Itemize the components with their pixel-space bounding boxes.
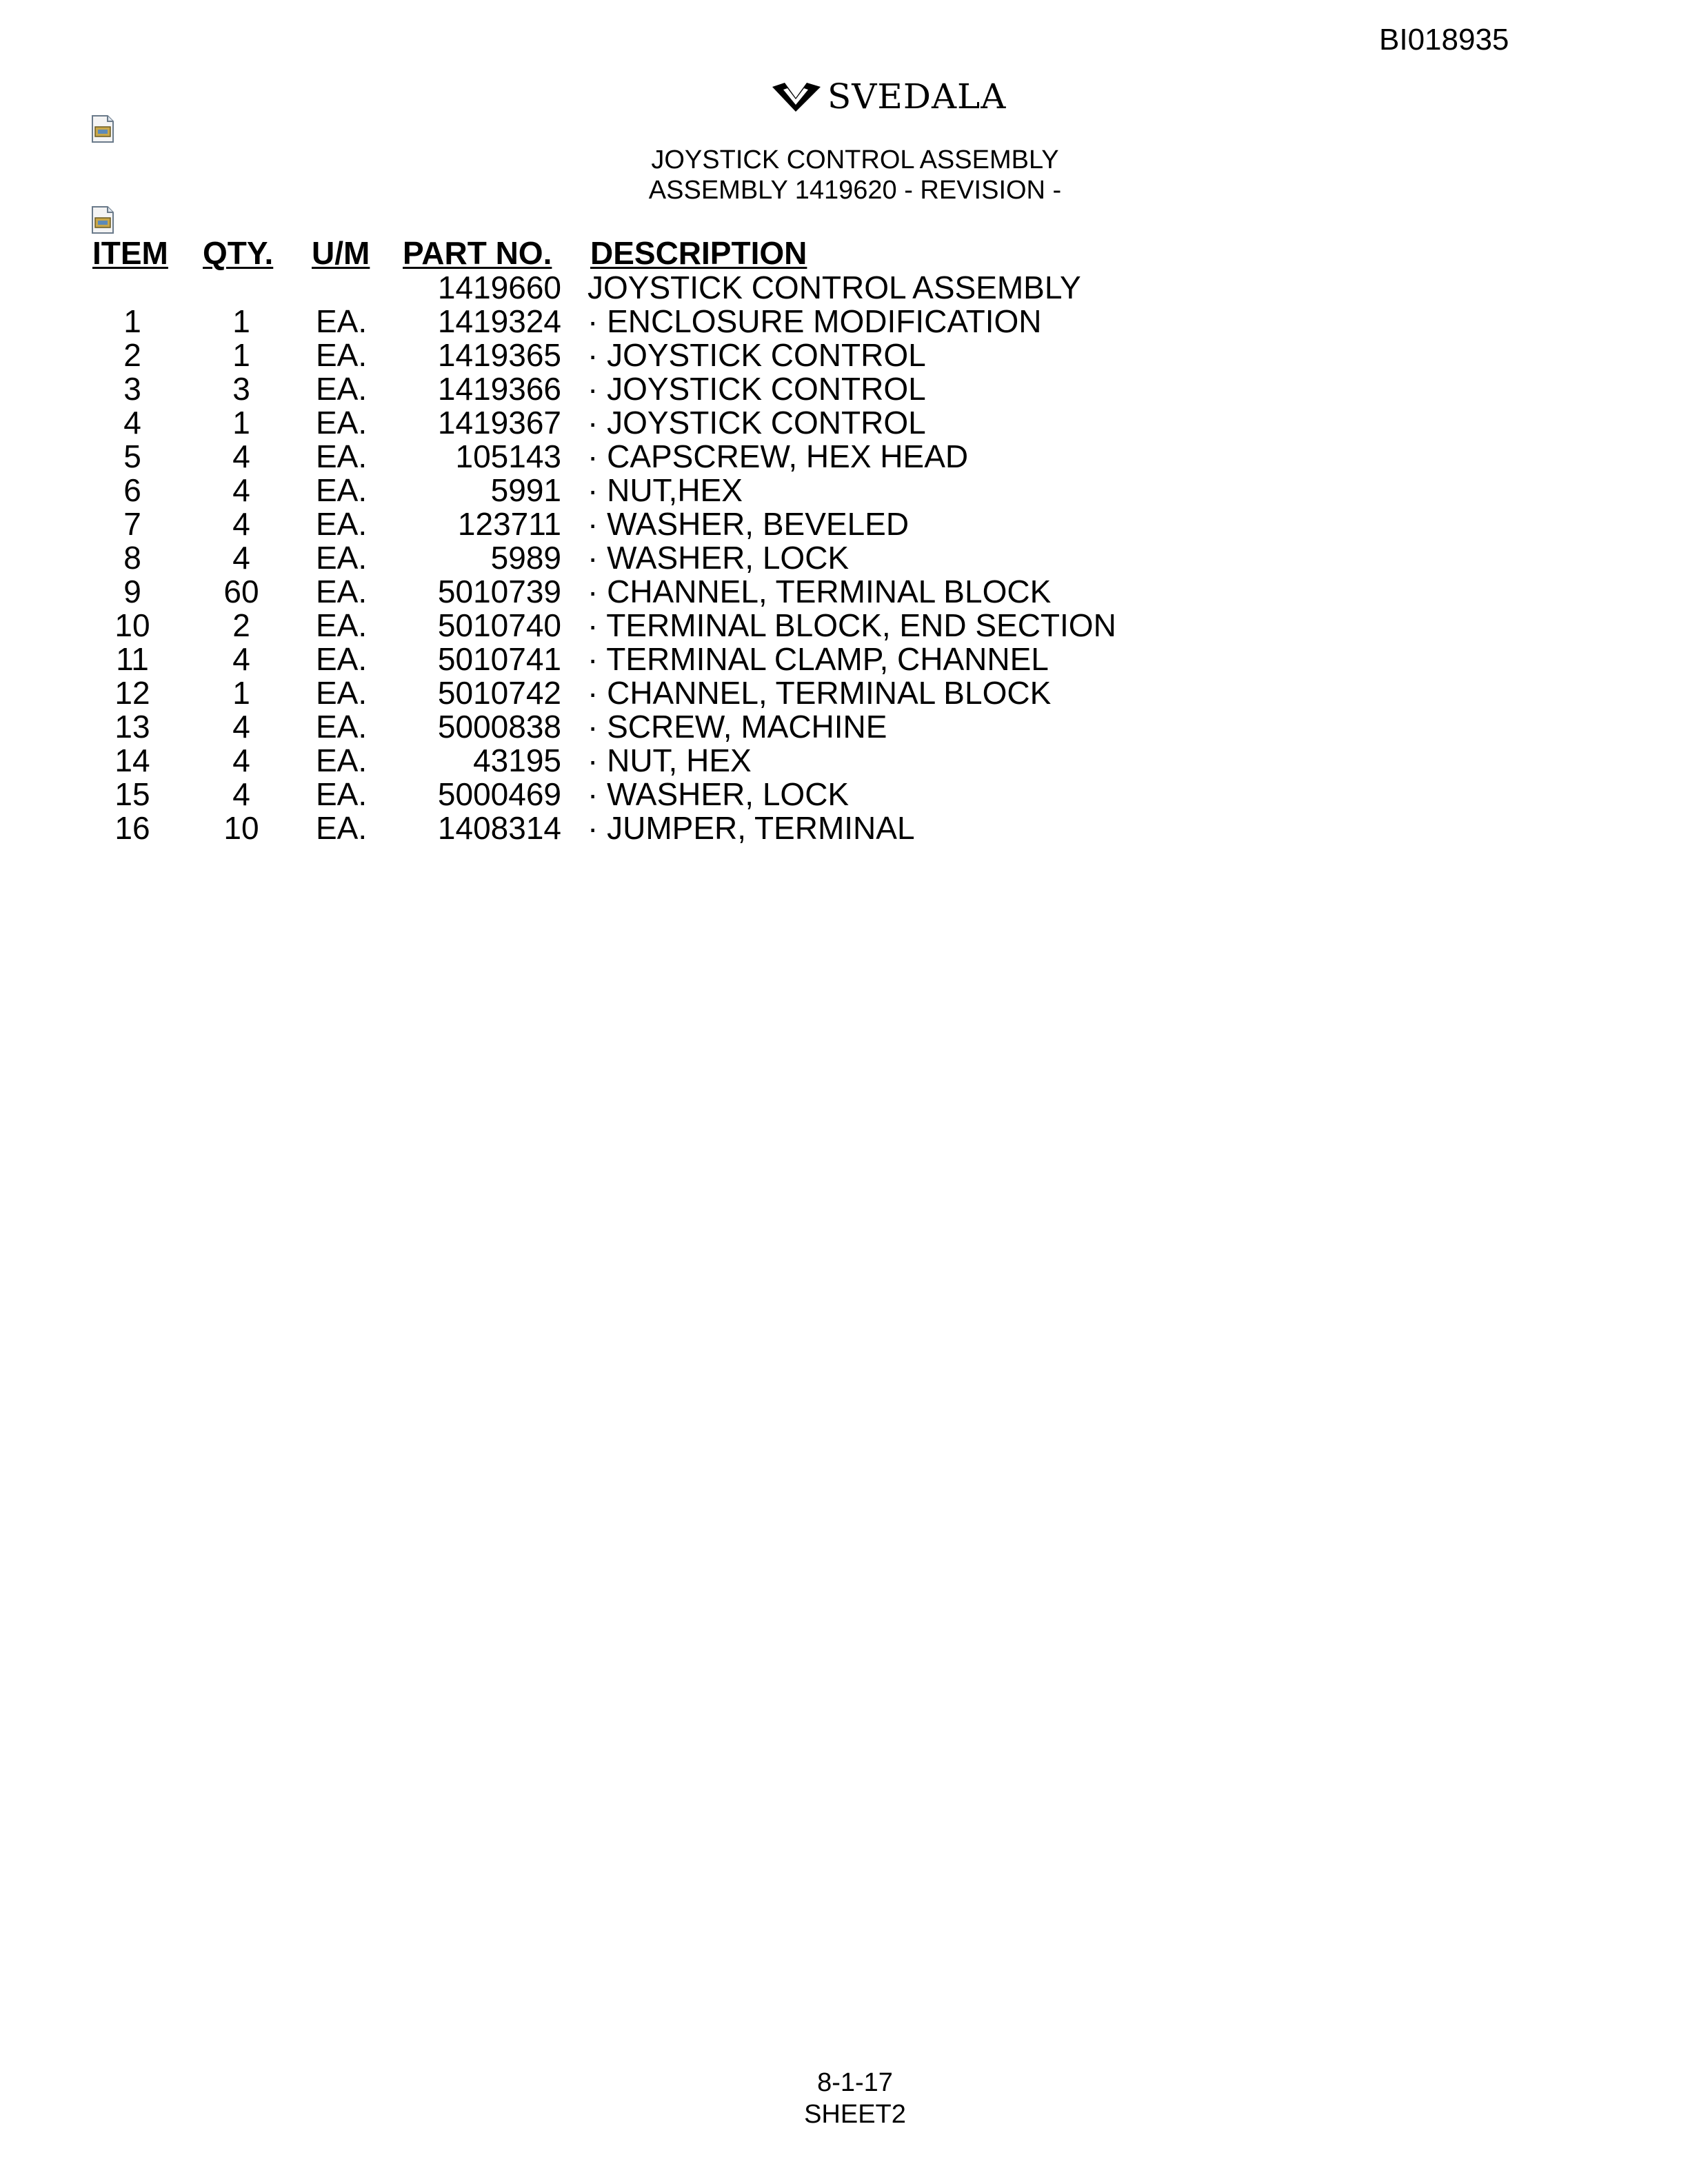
table-cell-description: · CAPSCREW, HEX HEAD xyxy=(587,438,969,474)
table-cell-um: EA. xyxy=(316,641,368,677)
header-item: ITEM xyxy=(92,235,168,271)
table-cell-part-no: 1408314 xyxy=(437,810,561,846)
table-cell-qty: 1 xyxy=(232,337,250,373)
table-cell-qty: 4 xyxy=(232,540,250,576)
table-cell-um: EA. xyxy=(316,472,368,508)
table-cell-item: 7 xyxy=(123,506,141,542)
table-cell-item: 16 xyxy=(114,810,150,846)
table-cell-description: · NUT,HEX xyxy=(587,472,743,508)
table-cell-item: 10 xyxy=(114,607,150,643)
table-cell-um: EA. xyxy=(316,742,368,778)
svedala-logo xyxy=(771,74,1006,119)
table-cell-item: 12 xyxy=(114,675,150,711)
header-description: DESCRIPTION xyxy=(590,235,807,271)
table-cell-part-no: 1419366 xyxy=(437,371,561,407)
logo-wordmark: SVEDALA xyxy=(827,77,1007,117)
assembly-subtitle: ASSEMBLY 1419620 - REVISION - xyxy=(648,176,1062,205)
table-cell-qty: 1 xyxy=(232,675,250,711)
table-cell-description: · CHANNEL, TERMINAL BLOCK xyxy=(587,675,1052,711)
table-cell-qty: 4 xyxy=(232,506,250,542)
table-cell-part-no: 5991 xyxy=(490,472,561,508)
table-cell-part-no: 1419365 xyxy=(437,337,561,373)
table-cell-part-no: 123711 xyxy=(457,506,561,542)
table-cell-description: · JOYSTICK CONTROL xyxy=(587,337,926,373)
table-cell-part-no: 5000838 xyxy=(437,709,561,745)
table-cell-description: · CHANNEL, TERMINAL BLOCK xyxy=(587,574,1052,609)
assembly-part-no: 1419660 xyxy=(437,270,561,305)
table-cell-item: 13 xyxy=(114,709,150,745)
table-cell-qty: 2 xyxy=(232,607,250,643)
svedala-chevron-logo-icon xyxy=(771,80,822,113)
table-cell-description: · JOYSTICK CONTROL xyxy=(587,371,926,407)
header-um: U/M xyxy=(312,235,370,271)
assembly-description: JOYSTICK CONTROL ASSEMBLY xyxy=(587,270,1081,305)
table-cell-part-no: 5000469 xyxy=(437,776,561,812)
table-cell-um: EA. xyxy=(316,506,368,542)
table-cell-description: · TERMINAL CLAMP, CHANNEL xyxy=(587,641,1049,677)
table-cell-qty: 4 xyxy=(232,641,250,677)
document-id: BI018935 xyxy=(1379,23,1509,57)
table-cell-item: 5 xyxy=(123,438,141,474)
table-cell-description: · TERMINAL BLOCK, END SECTION xyxy=(587,607,1116,643)
table-cell-description: · SCREW, MACHINE xyxy=(587,709,887,745)
table-cell-um: EA. xyxy=(316,675,368,711)
table-cell-description: · JOYSTICK CONTROL xyxy=(587,405,926,441)
table-cell-um: EA. xyxy=(316,709,368,745)
table-cell-item: 4 xyxy=(123,405,141,441)
assembly-title: JOYSTICK CONTROL ASSEMBLY xyxy=(651,145,1059,174)
table-cell-description: · NUT, HEX xyxy=(587,742,752,778)
table-cell-part-no: 5010742 xyxy=(437,675,561,711)
table-cell-um: EA. xyxy=(316,810,368,846)
footer-sheet-label: SHEET2 xyxy=(804,2100,906,2129)
table-cell-item: 11 xyxy=(116,641,149,677)
table-cell-part-no: 5010741 xyxy=(437,641,561,677)
table-cell-item: 9 xyxy=(123,574,141,609)
document-link-icon[interactable] xyxy=(90,114,117,145)
table-cell-item: 1 xyxy=(123,303,141,339)
table-cell-item: 6 xyxy=(123,472,141,508)
table-cell-um: EA. xyxy=(316,303,368,339)
part-no-column xyxy=(400,305,561,845)
header-part-no: PART NO. xyxy=(403,235,552,271)
table-cell-qty: 60 xyxy=(223,574,259,609)
table-cell-um: EA. xyxy=(316,438,368,474)
footer-date: 8-1-17 xyxy=(817,2068,893,2097)
item-column xyxy=(92,305,172,845)
table-cell-um: EA. xyxy=(316,405,368,441)
table-cell-qty: 4 xyxy=(232,709,250,745)
table-cell-um: EA. xyxy=(316,337,368,373)
table-cell-description: · JUMPER, TERMINAL xyxy=(587,810,915,846)
table-cell-um: EA. xyxy=(316,371,368,407)
table-cell-um: EA. xyxy=(316,607,368,643)
table-cell-qty: 10 xyxy=(223,810,259,846)
table-cell-part-no: 5010740 xyxy=(437,607,561,643)
header-qty: QTY. xyxy=(203,235,274,271)
table-cell-qty: 4 xyxy=(232,438,250,474)
table-cell-part-no: 5989 xyxy=(490,540,561,576)
table-cell-um: EA. xyxy=(316,540,368,576)
table-cell-um: EA. xyxy=(316,776,368,812)
table-cell-description: · WASHER, LOCK xyxy=(587,776,850,812)
table-cell-part-no: 43195 xyxy=(473,742,561,778)
um-column xyxy=(316,305,367,845)
table-cell-item: 2 xyxy=(123,337,141,373)
table-cell-part-no: 1419367 xyxy=(437,405,561,441)
table-cell-part-no: 5010739 xyxy=(437,574,561,609)
table-cell-qty: 4 xyxy=(232,776,250,812)
table-cell-description: · WASHER, LOCK xyxy=(587,540,850,576)
table-cell-item: 15 xyxy=(114,776,150,812)
table-cell-qty: 1 xyxy=(232,405,250,441)
table-cell-um: EA. xyxy=(316,574,368,609)
table-cell-description: · WASHER, BEVELED xyxy=(587,506,910,542)
table-cell-item: 8 xyxy=(123,540,141,576)
table-cell-qty: 4 xyxy=(232,472,250,508)
table-cell-qty: 1 xyxy=(232,303,250,339)
qty-column xyxy=(203,305,280,845)
description-column xyxy=(587,305,1116,845)
table-cell-qty: 3 xyxy=(232,371,250,407)
table-cell-qty: 4 xyxy=(232,742,250,778)
table-cell-item: 3 xyxy=(123,371,141,407)
table-cell-part-no: 105143 xyxy=(455,438,561,474)
table-cell-item: 14 xyxy=(114,742,150,778)
table-cell-description: · ENCLOSURE MODIFICATION xyxy=(587,303,1042,339)
table-cell-part-no: 1419324 xyxy=(437,303,561,339)
document-link-icon[interactable] xyxy=(90,205,117,236)
